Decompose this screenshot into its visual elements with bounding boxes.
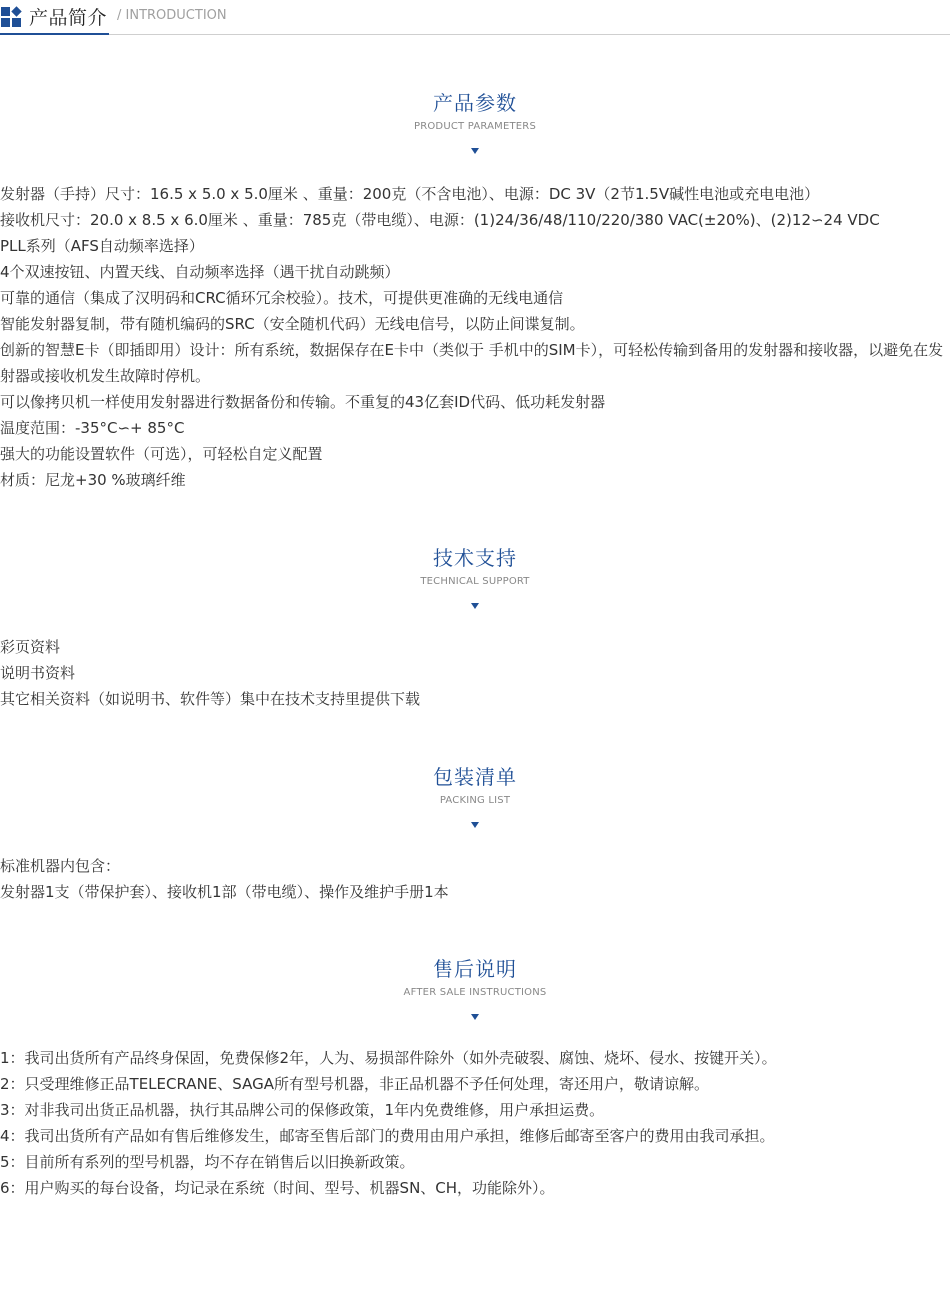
list-item: 强大的功能设置软件（可选），可轻松自定义配置 xyxy=(0,445,323,463)
list-item: 智能发射器复制，带有随机编码的SRC（安全随机代码）无线电信号，以防止间谍复制。 xyxy=(0,315,585,333)
list-item: 可以像拷贝机一样使用发射器进行数据备份和传输。不重复的43亿套ID代码、低功耗发射器 xyxy=(0,393,606,411)
section-aftersale-heading xyxy=(0,956,950,1020)
intro-header xyxy=(0,0,950,35)
section-subtitle: PACKING LIST xyxy=(439,795,511,806)
section-title: 技术支持 xyxy=(433,546,517,570)
list-item: 说明书资料 xyxy=(0,664,76,682)
section-aftersale-body xyxy=(0,1045,950,1201)
section-title: 包装清单 xyxy=(433,765,517,789)
list-item: 可靠的通信（集成了汉明码和CRC循环冗余校验）。技术，可提供更准确的无线电通信 xyxy=(0,289,564,307)
list-item: 2：只受理维修正品TELECRANE、SAGA所有型号机器，非正品机器不予任何处理，寄还用户，敬请谅解。 xyxy=(0,1075,709,1093)
list-item: 彩页资料 xyxy=(0,638,61,656)
list-item: 材质：尼龙+30 %玻璃纤维 xyxy=(0,471,186,489)
intro-header-tab xyxy=(0,0,109,35)
section-packing-heading xyxy=(0,764,950,828)
list-item: 发射器1支（带保护套）、接收机1部（带电缆）、操作及维护手册1本 xyxy=(0,883,449,901)
list-item: 创新的智慧E卡（即插即用）设计：所有系统，数据保存在E卡中（类似于 手机中的SIM卡），可轻松传输到备用的发射器和接收器，以避免在发射器或接收机发生故障时停机。 xyxy=(0,341,944,385)
intro-title: 产品简介 xyxy=(29,7,108,29)
caret-down-icon xyxy=(471,822,479,828)
list-item: 5：目前所有系列的型号机器，均不存在销售后以旧换新政策。 xyxy=(0,1153,415,1171)
list-item: 6：用户购买的每台设备，均记录在系统（时间、型号、机器SN、CH，功能除外）。 xyxy=(0,1179,555,1197)
list-item: 4个双速按钮、内置天线、自动频率选择（遇干扰自动跳频） xyxy=(0,263,400,281)
section-subtitle: PRODUCT PARAMETERS xyxy=(413,121,537,132)
list-item: 其它相关资料（如说明书、软件等）集中在技术支持里提供下载 xyxy=(0,690,421,708)
caret-down-icon xyxy=(471,603,479,609)
section-subtitle: TECHNICAL SUPPORT xyxy=(420,576,530,587)
intro-subtitle: / INTRODUCTION xyxy=(117,8,227,23)
list-item: 1：我司出货所有产品终身保固，免费保修2年，人为、易损部件除外（如外壳破裂、腐蚀、烧坏、侵水、按键开关）。 xyxy=(0,1049,777,1067)
caret-down-icon xyxy=(471,1014,479,1020)
list-item: 4：我司出货所有产品如有售后维修发生，邮寄至售后部门的费用由用户承担，维修后邮寄至客户的费用由我司承担。 xyxy=(0,1127,775,1145)
section-parameters-body xyxy=(0,181,950,493)
list-item: 温度范围：-35°C∽+ 85°C xyxy=(0,419,185,437)
section-title: 售后说明 xyxy=(433,957,517,981)
list-item: 标准机器内包含： xyxy=(0,857,121,875)
list-item: 3：对非我司出货正品机器，执行其品牌公司的保修政策，1年内免费维修，用户承担运费。 xyxy=(0,1101,605,1119)
list-item: PLL系列（AFS自动频率选择） xyxy=(0,237,204,255)
caret-down-icon xyxy=(471,148,479,154)
section-parameters-heading xyxy=(0,90,950,154)
section-support-heading xyxy=(0,545,950,609)
section-title: 产品参数 xyxy=(433,91,517,115)
section-subtitle: AFTER SALE INSTRUCTIONS xyxy=(403,987,547,998)
section-packing-body xyxy=(0,853,950,905)
section-support-body xyxy=(0,634,950,712)
grid-diamond-icon xyxy=(1,6,23,28)
list-item: 发射器（手持）尺寸：16.5 x 5.0 x 5.0厘米 、重量：200克（不含电池）、电源：DC 3V（2节1.5V碱性电池或充电电池） xyxy=(0,185,820,203)
list-item: 接收机尺寸：20.0 x 8.5 x 6.0厘米 、重量：785克（带电缆）、电源：(1)24/36/48/110/220/380 VAC(±20%)、(2)12∽24 VDC xyxy=(0,211,880,229)
